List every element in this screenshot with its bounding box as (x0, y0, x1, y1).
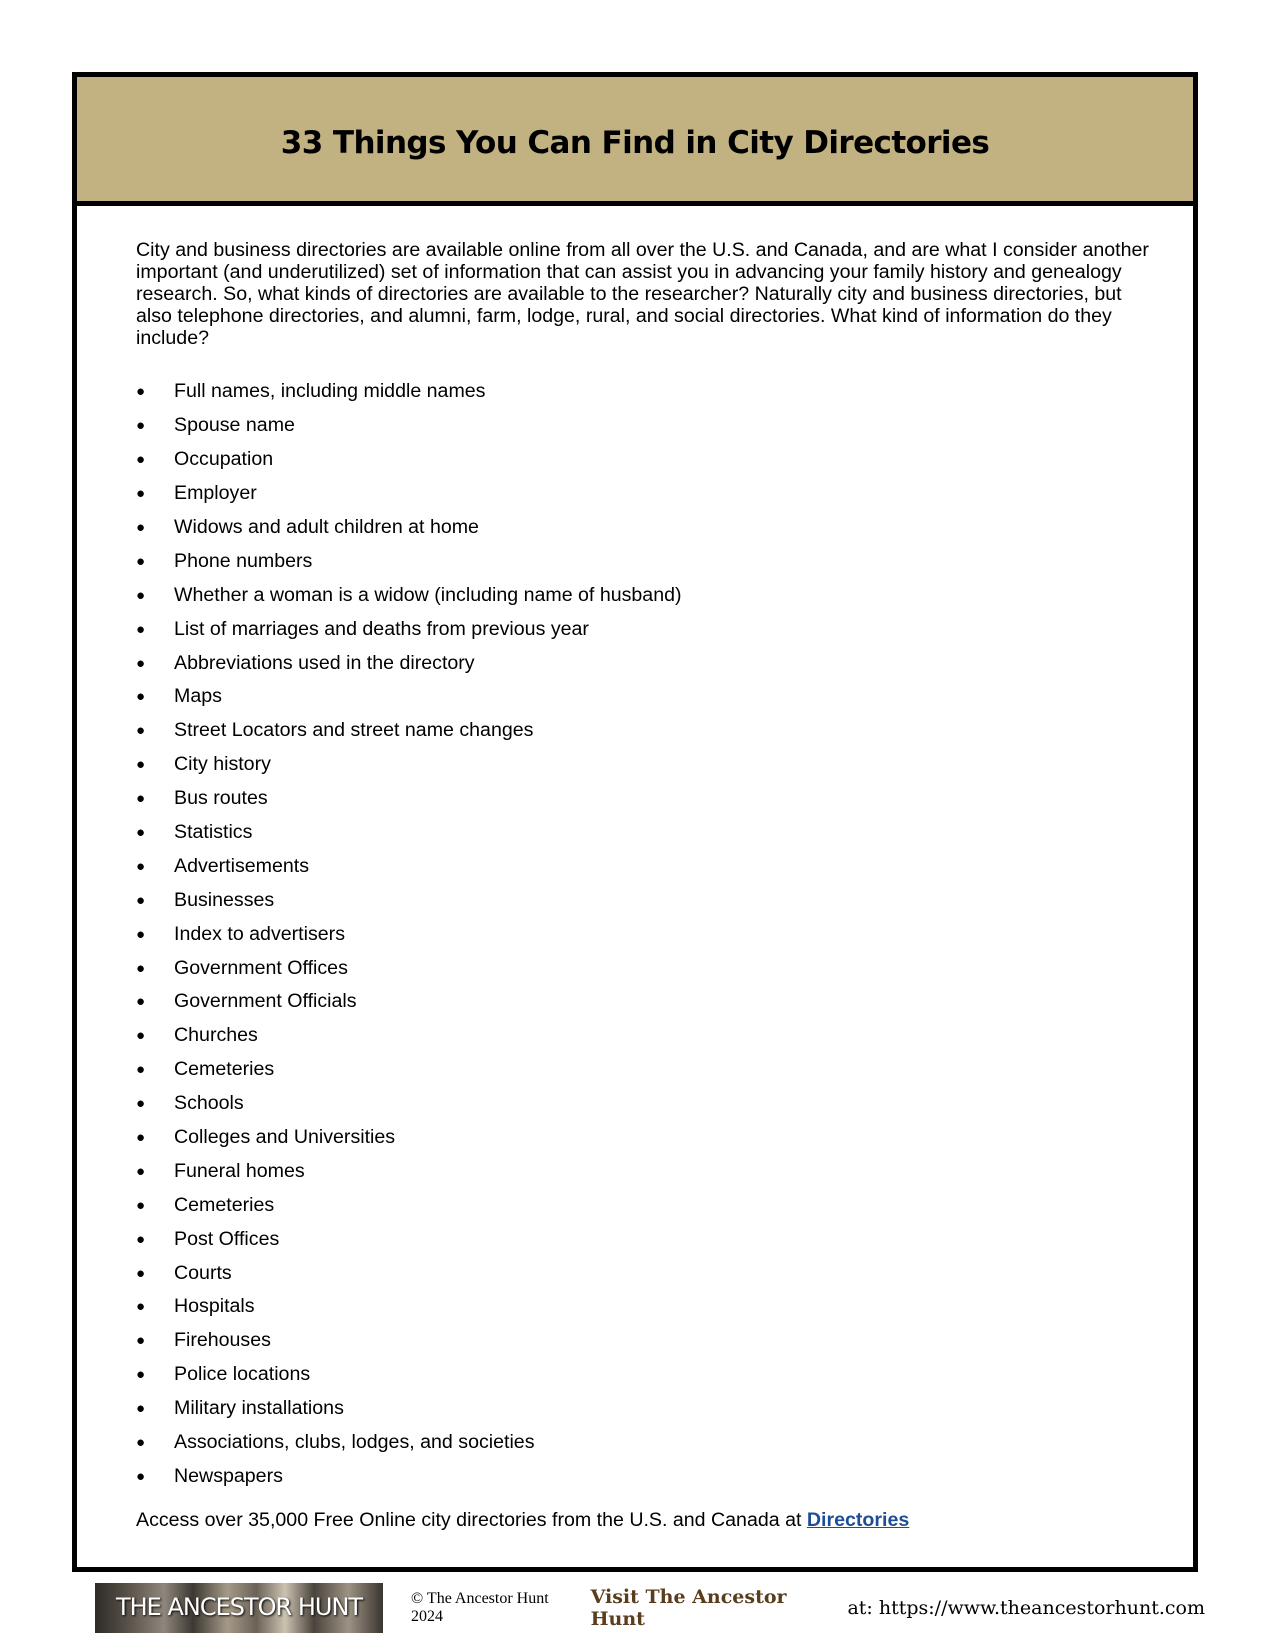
list-item-text: Street Locators and street name changes (174, 719, 534, 742)
list-item-text: Government Officials (174, 990, 357, 1013)
bullet-icon: ● (136, 1434, 146, 1452)
list-item (136, 1087, 1153, 1121)
things-list (136, 375, 1153, 1493)
list-item (136, 375, 1153, 409)
bullet-icon: ● (136, 1230, 146, 1248)
bullet-icon: ● (136, 1129, 146, 1147)
access-line (136, 1509, 1153, 1532)
list-item-text: Churches (174, 1024, 258, 1047)
bullet-icon: ● (136, 1196, 146, 1214)
bullet-icon: ● (136, 790, 146, 808)
bullet-icon: ● (136, 857, 146, 875)
list-item (136, 714, 1153, 748)
list-item-text: Whether a woman is a widow (including name of husband) (174, 583, 682, 606)
list-item (136, 1256, 1153, 1290)
list-item-text: Index to advertisers (174, 922, 345, 945)
list-item (136, 1222, 1153, 1256)
list-item-text: Phone numbers (174, 549, 313, 572)
directories-link[interactable]: Directories (806, 1509, 910, 1532)
bullet-icon: ● (136, 620, 146, 638)
list-item-text: List of marriages and deaths from previous year (174, 617, 589, 640)
list-item (136, 1290, 1153, 1324)
bullet-icon: ● (136, 756, 146, 774)
bullet-icon: ● (136, 1332, 146, 1350)
list-item (136, 1392, 1153, 1426)
bullet-icon: ● (136, 959, 146, 977)
list-item (136, 1154, 1153, 1188)
bullet-icon: ● (136, 417, 146, 435)
list-item-text: Newspapers (174, 1464, 283, 1487)
list-item-text: Firehouses (174, 1329, 271, 1352)
list-item-text: Widows and adult children at home (174, 516, 479, 538)
list-item-text: Occupation (174, 448, 274, 471)
list-item-text: Military installations (174, 1397, 344, 1420)
list-item-text: City history (174, 753, 271, 776)
list-item (136, 883, 1153, 917)
list-item (136, 409, 1153, 443)
list-item-text: Cemeteries (174, 1193, 275, 1216)
bullet-icon: ● (136, 552, 146, 570)
access-text: Access over 35,000 Free Online city directories from the U.S. and Canada at (136, 1509, 802, 1532)
bullet-icon: ● (136, 1027, 146, 1045)
list-item-text: Employer (174, 482, 257, 505)
list-item-text: Government Offices (174, 956, 348, 979)
list-item-text: Funeral homes (174, 1159, 305, 1182)
list-item (136, 748, 1153, 782)
bullet-icon: ● (136, 1400, 146, 1418)
list-item (136, 646, 1153, 680)
title-banner (77, 77, 1193, 206)
list-item-text: Schools (174, 1092, 244, 1115)
bullet-icon: ● (136, 1298, 146, 1316)
bullet-icon: ● (136, 586, 146, 604)
list-item (136, 1053, 1153, 1087)
website-link[interactable]: https://www.theancestorhunt.com (878, 1597, 1205, 1619)
list-item-text: Full names, including middle names (174, 380, 486, 403)
bullet-icon: ● (136, 383, 146, 401)
bullet-icon: ● (136, 451, 146, 469)
document-frame (72, 72, 1198, 1572)
list-item (136, 680, 1153, 714)
logo-text: THE ANCESTOR HUNT (115, 1593, 363, 1621)
bullet-icon: ● (136, 1264, 146, 1282)
list-item-text: Associations, clubs, lodges, and societies (174, 1431, 535, 1454)
list-item-text: Abbreviations used in the directory (174, 651, 475, 674)
list-item (136, 477, 1153, 511)
bullet-icon: ● (136, 519, 146, 536)
copyright-text: © The Ancestor Hunt 2024 (411, 1590, 549, 1625)
visit-text: Visit The Ancestor Hunt (590, 1586, 787, 1630)
footer (95, 1583, 1205, 1633)
list-item-text: Police locations (174, 1363, 311, 1386)
list-item-text: Cemeteries (174, 1058, 275, 1081)
list-item-text: Advertisements (174, 854, 310, 877)
list-item-text: Post Offices (174, 1227, 280, 1250)
list-item (136, 511, 1153, 545)
list-item-text: Bus routes (174, 787, 268, 810)
list-item-text: Businesses (174, 888, 275, 911)
intro-paragraph: City and business directories are available online from all over the U.S. and Canada, and are what I consider another important (and underutilized) set of information that can assist you in advancing your family history and genealogy research. So, what kinds of directories are available to the researcher? Naturally city and business directories, but also telephone directories, and alumni, farm, lodge, rural, and social directories. What kind of information do they include? (136, 239, 1149, 349)
bullet-icon: ● (136, 1467, 146, 1485)
list-item (136, 612, 1153, 646)
list-item (136, 578, 1153, 612)
bullet-icon: ● (136, 1095, 146, 1113)
list-item (136, 917, 1153, 951)
list-item (136, 985, 1153, 1019)
list-item (136, 1460, 1153, 1494)
list-item-text: Spouse name (174, 414, 295, 437)
list-item (136, 443, 1153, 477)
list-item (136, 849, 1153, 883)
bullet-icon: ● (136, 688, 146, 706)
bullet-icon: ● (136, 654, 146, 672)
list-item-text: Maps (174, 685, 222, 708)
bullet-icon: ● (136, 824, 146, 842)
list-item (136, 544, 1153, 578)
bullet-icon: ● (136, 925, 146, 943)
list-item (136, 1188, 1153, 1222)
bullet-icon: ● (136, 1366, 146, 1384)
list-item (136, 1324, 1153, 1358)
content-area (136, 239, 1153, 1532)
list-item (136, 1358, 1153, 1392)
list-item (136, 1121, 1153, 1155)
page-title: 33 Things You Can Find in City Directories (280, 125, 990, 161)
list-item-text: Colleges and Universities (174, 1126, 396, 1149)
bullet-icon: ● (136, 1061, 146, 1079)
list-item-text: Courts (174, 1261, 232, 1284)
list-item (136, 1019, 1153, 1053)
bullet-icon: ● (136, 993, 146, 1011)
list-item-text: Hospitals (174, 1295, 255, 1318)
ancestor-hunt-logo (95, 1583, 383, 1633)
list-item (136, 951, 1153, 985)
list-item (136, 1426, 1153, 1460)
bullet-icon: ● (136, 891, 146, 909)
list-item (136, 782, 1153, 816)
bullet-icon: ● (136, 485, 146, 503)
list-item (136, 816, 1153, 850)
bullet-icon: ● (136, 1162, 146, 1180)
list-item-text: Statistics (174, 821, 253, 844)
at-text: at: (847, 1597, 873, 1619)
bullet-icon: ● (136, 722, 146, 740)
